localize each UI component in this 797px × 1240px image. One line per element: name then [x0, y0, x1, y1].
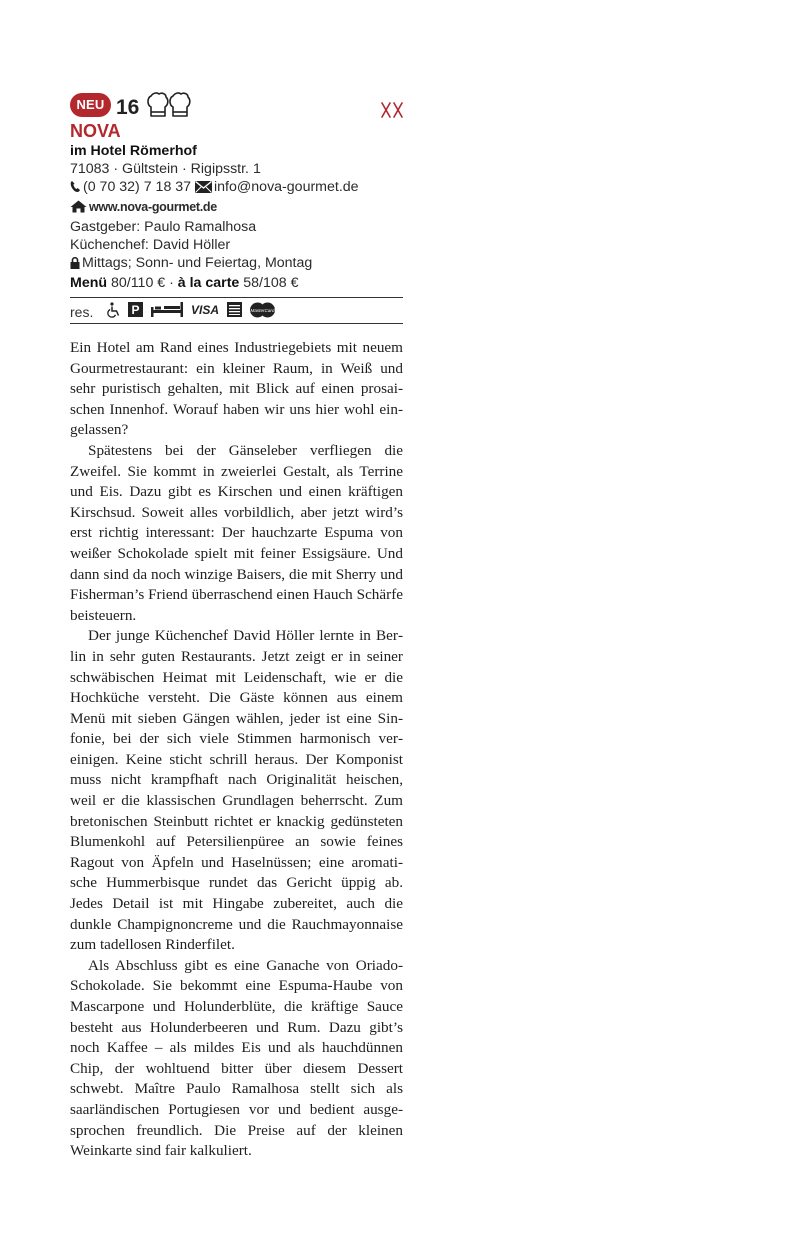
two-chef-hats-icon — [146, 92, 194, 125]
review-paragraph-3: Der junge Küchenchef David Höller lernte in Berlin in sehr guten Restaurants. Jetzt zeigt er in seiner schwäbischen Heimat mit Leidenschaft, wie er die Hochküche versteht. Die Gäste können aus einem Menü mit sieben Gängen wählen, jeder ist eine Sinfonie, bei der sich viele Stimmen harmonisch vereinigen. Keine sticht schrill heraus. Der Komponist muss nicht krampfhaft nach Originalität heischen, weil er die klassischen Grundlagen beherrscht. Zum bretonischen Steinbutt richtet er knackig gedünsteten Blumenkohl auf Petersilienpüree an sowie feines Ragout von Äpfeln und Haselnüssen; eine aromatische Hummerbisque rundet das Gericht üppig ab. Jedes Detail ist mit Hingabe zubereitet, auch die dunkle Champignoncreme und die Rauchmayonnaise zum tadellosen Rinderfilet. — [70, 627, 403, 954]
restaurant-entry — [70, 91, 403, 1162]
visa-text: VISA — [191, 303, 220, 317]
reservation-label: res. — [70, 304, 94, 320]
menu-label: Menü — [70, 275, 108, 291]
review-text — [70, 338, 403, 1162]
mastercard-icon — [249, 302, 276, 318]
parking-icon — [128, 302, 143, 317]
phone-icon — [70, 180, 81, 198]
contact-line — [70, 178, 403, 198]
restaurant-info — [70, 142, 403, 292]
envelope-icon — [195, 180, 212, 198]
menu-price: 80/110 € · — [111, 275, 178, 291]
review-paragraph-1: Ein Hotel am Rand eines Industriegebiets mit neuem Gourmetrestaurant: ein kleiner Raum, in Weiß und sehr puristisch gehalten, mit Blick auf einen prosaischen Innenhof. Worauf haben wir uns hier wohl eingelassen? — [70, 339, 403, 439]
price-line — [70, 274, 403, 292]
entry-header — [70, 91, 403, 121]
address: 71083 · Gültstein · Rigipsstr. 1 — [70, 161, 261, 177]
review-paragraph-4: Als Abschluss gibt es eine Ganache von Oriado-Schokolade. Sie bekommt eine Espuma-Haube von Mascarpone und Holunderblüte, die kräftige Sauce besteht aus Holunderbeeren und Rum. Dazu gibt’s noch Kaffee – als mildes Eis und als hauchdünnen Chip, der wohltuend bitter über diesem Dessert schwebt. Maître Paulo Ramalhosa stellt sich als saarländischen Portugiesen vor und bedient ausgesprochen freundlich. Die Preise auf der kleinen Weinkarte sind fair kalkuliert. — [70, 956, 403, 1160]
carte-price: 58/108 € — [243, 275, 299, 291]
parking-letter: P — [131, 303, 140, 317]
review-paragraph-2: Spätestens bei der Gänseleber verfliegen die Zweifel. Sie kommt in zweierlei Gestalt, als Terrine und Eis. Dazu gibt es Kirschen und einen kräftigen Kirschsud. Soweit alles vorbildlich, aber jetzt wird’s erst richtig interessant: Der hauchzarte Espuma von weißer Schokolade spielt mit feiner Essigsäure. Und dann sind da noch winzige Baisers, die mit Sherry und Fisherman’s Friend überraschend einen Hauch Schärfe beisteuern. — [70, 441, 403, 624]
hotel-name: im Hotel Römerhof — [70, 143, 197, 159]
closing-line — [70, 254, 403, 274]
chef: Küchenchef: David Höller — [70, 237, 231, 253]
closing-times: Mittags; Sonn- und Feiertag, Montag — [82, 255, 313, 271]
website-line — [70, 198, 403, 218]
email-link[interactable]: info@nova-gourmet.de — [214, 179, 359, 195]
visa-icon — [190, 302, 220, 317]
host: Gastgeber: Paulo Ramalhosa — [70, 219, 257, 235]
carte-label: à la carte — [177, 275, 240, 291]
amex-icon — [227, 302, 242, 317]
new-badge: NEU — [70, 93, 111, 117]
phone-number[interactable]: (0 70 32) 7 18 37 — [83, 179, 192, 195]
wheelchair-icon — [107, 302, 121, 318]
mastercard-text: MasterCard — [250, 307, 275, 313]
score: 16 — [116, 96, 140, 119]
restaurant-name: NOVA — [70, 121, 121, 141]
bed-icon — [151, 302, 183, 317]
amenities-bar — [70, 297, 403, 324]
lock-icon — [70, 256, 80, 274]
crossed-cutlery-icon — [381, 101, 403, 124]
website-link[interactable]: www.nova-gourmet.de — [89, 200, 217, 214]
home-icon — [70, 200, 87, 218]
